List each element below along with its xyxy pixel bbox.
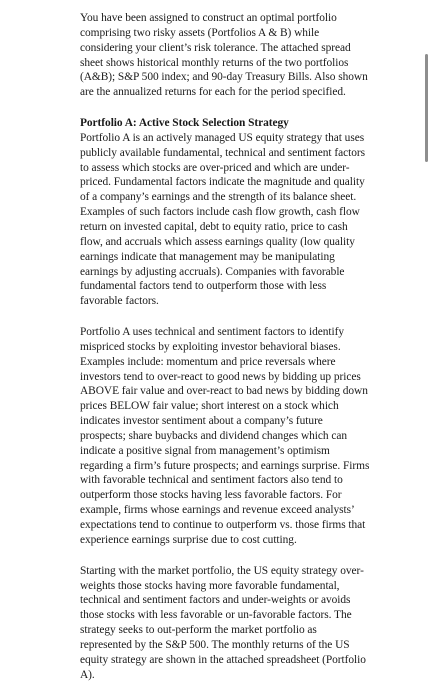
intro-paragraph: You have been assigned to construct an optimal portfolio comprising two risky assets (Portfolios A & B) while considering your client’s risk tolerance. The attached spread sheet shows historical monthly returns of the two portfolios (A&B); S&P 500 index; and 90-day Treasury Bills. Also shown are the annualized returns for each for the period specified. <box>80 12 368 99</box>
document-body <box>80 11 370 698</box>
portfolio-a-section <box>80 116 370 309</box>
vertical-scrollbar-thumb[interactable] <box>425 54 428 162</box>
portfolio-a-description: Portfolio A is an actively managed US equity strategy that uses publicly available fundamental, technical and sentiment factors to assess which stocks are over-priced and which are under-priced. Fundamental factors indicate the magnitude and quality of a company’s earnings and the strength of its balance sheet. Examples of such factors include cash flow growth, cash flow return on invested capital, debt to equity ratio, price to cash flow, and accruals which assess earnings quality (low quality earnings indicate that management may be manipulating earnings by adjusting accruals). Companies with favorable fundamental factors tend to outperform those with less favorable factors. <box>80 131 365 308</box>
portfolio-a-heading: Portfolio A: Active Stock Selection Strategy <box>80 117 289 130</box>
market-portfolio-paragraph: Starting with the market portfolio, the US equity strategy over-weights those stocks having more favorable fundamental, technical and sentiment factors and under-weights or avoids those stocks with less favorable or un-favorable factors. The strategy seeks to out-perform the market portfolio as represented by the S&P 500. The monthly returns of the US equity strategy are shown in the attached spreadsheet (Portfolio A). <box>80 564 366 681</box>
technical-factors-paragraph: Portfolio A uses technical and sentiment factors to identify mispriced stocks by exploiting investor behavioral biases. Examples include: momentum and price reversals where investors tend to over-react to good news by bidding up prices ABOVE fair value and over-react to bad news by bidding down prices BELOW fair value; short interest on a stock which indicates investor sentiment about a company’s future prospects; share buybacks and dividend changes which can indicate a positive signal from management’s optimism regarding a firm’s future prospects; and earnings surprise. Firms with favorable technical and sentiment factors also tend to outperform those stocks having less favorable factors. For example, firms whose earnings and revenue exceed analysts’ expectations tend to continue to outperform vs. those firms that experience earnings surprise due to cost cutting. <box>80 326 370 546</box>
